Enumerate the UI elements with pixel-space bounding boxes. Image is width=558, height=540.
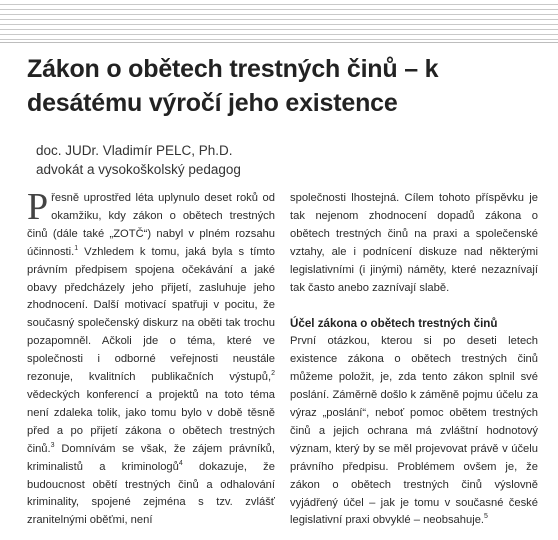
header-hatch-band — [0, 0, 558, 46]
intro-text-5: dokazuje, že budoucnost obětí trestných činů a odhalování kriminality, spojené zejména s tzv. zvlášť zranitelnými oběťmi, není — [27, 460, 275, 527]
intro-text-4: Domnívám se však, že zájem právníků, kriminalistů a kriminologů — [27, 442, 275, 473]
right-column — [290, 190, 538, 530]
author-name: doc. JUDr. Vladimír PELC, Ph.D. — [36, 143, 233, 158]
author-role: advokát a vysokoškolský pedagog — [36, 162, 241, 177]
header-rule — [0, 42, 558, 43]
hatch-pattern — [0, 0, 558, 42]
section-paragraph — [290, 333, 538, 530]
footnote-ref-4[interactable]: 4 — [178, 459, 183, 467]
footnote-ref-1[interactable]: 1 — [74, 244, 79, 252]
intro-text-2: Vzhledem k tomu, jaká byla s tímto právním předpisem spojena očekávání a jaké obavy předcházely jeho přijetí, zasluhuje jeho zhodnocení. Další motivací spatřuji v pocitu, že současný společenský diskurz na oběti tak trochu pozapomněl. Ačkoli jde o téma, které ve společnosti i odborné veřejnosti neustále rezonuje, kvalitních publikačních výstupů, — [27, 245, 275, 384]
section-heading: Účel zákona o obětech trestných činů — [290, 317, 498, 331]
section-text: První otázkou, kterou si po deseti letech existence zákona o obětech trestných činů můžeme položit, je, zda tento zákon splnil své poslání. Záměrně došlo k záměně pojmu účelu za výraz „poslání“, neboť pomoc obětem trestných činů a jejich ochrana má zvláštní hodnotový význam, který by se měl projevovat právě v účelu právního předpisu. Problémem ovšem je, že zákon o obětech trestných činů výslovně vyjádřený účel – jak je tomu v současné české legislativní praxi obvyklé – neobsahuje. — [290, 335, 538, 527]
footnote-ref-3[interactable]: 3 — [50, 441, 55, 449]
footnote-ref-2[interactable]: 2 — [271, 370, 275, 378]
continuation-paragraph: společnosti lhostejná. Cílem tohoto příspěvku je tak nejenom zhodnocení dopadů zákona o obětech trestných činů na praxi a společenské vztahy, ale i podnícení diskuze nad některými legislativními (i jinými) náměty, které nezaznívají tak často anebo zaznívají slabě. — [290, 192, 538, 294]
drop-cap: P — [27, 186, 49, 228]
footnote-ref-5[interactable]: 5 — [484, 513, 488, 521]
article-title: Zákon o obětech trestných činů – k desátému výročí jeho existence — [27, 55, 439, 117]
left-column — [27, 186, 275, 530]
intro-text-3: vědeckých konferencí a projektů na toto téma není zdaleka tolik, jako tomu bylo v době těsně před a po přijetí zákona o obětech trestných činů. — [27, 388, 275, 455]
intro-paragraph — [27, 186, 275, 530]
author-block — [36, 141, 241, 179]
intro-text-1: řesně uprostřed léta uplynulo deset roků od okamžiku, kdy zákon o obětech trestných činů (dále také „ZOTČ“) nabyl v plném rozsahu účinnosti. — [27, 192, 275, 258]
